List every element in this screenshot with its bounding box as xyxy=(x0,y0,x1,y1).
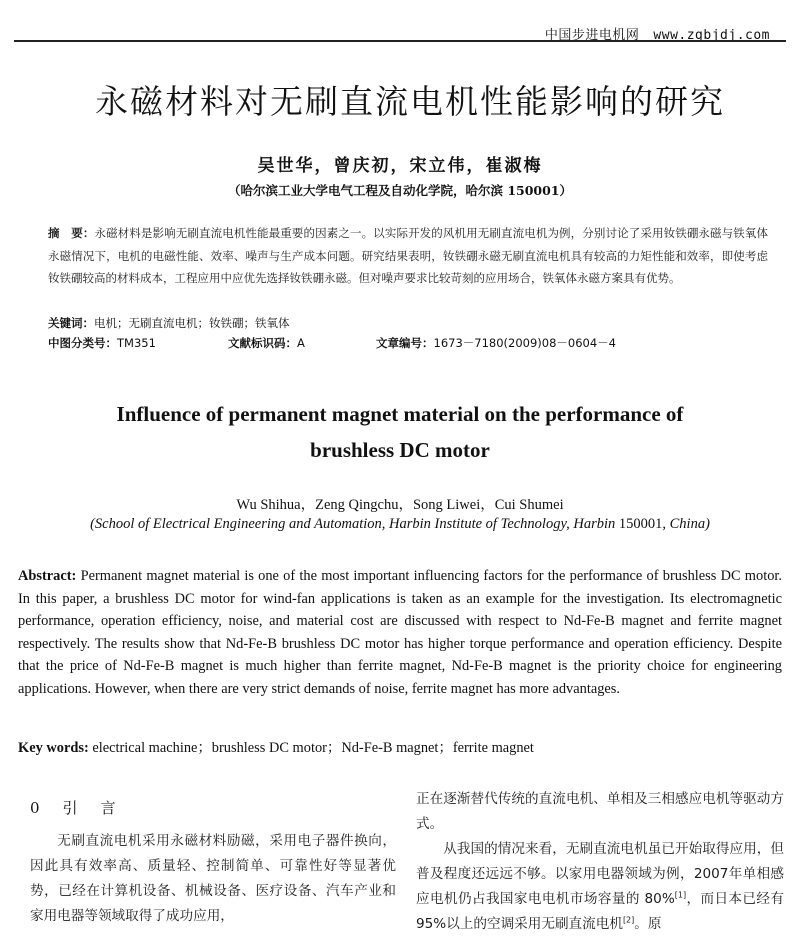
chinese-keywords-text: 电机；无刷直流电机；钕铁硼；铁氧体 xyxy=(94,316,290,330)
paragraph-continuation: 正在逐渐替代传统的直流电机、单相及三相感应电机等驱动方式。 xyxy=(416,791,784,832)
chinese-abstract xyxy=(48,222,768,290)
english-abstract-text: Permanent magnet material is one of the most important influencing factors for the performance of brushless DC motor. In this paper, a brushless DC motor for wind-fan applications is taken as an example for the investigation. Its electromagnetic performance, operation efficiency, noise, and material cost are discussed with respect to Nd-Fe-B magnet and ferrite magnet respectively. The results show that Nd-Fe-B brushless DC motor has higher torque performance and operation efficiency. Despite that the price of Nd-Fe-B magnet is much higher than ferrite magnet, Nd-Fe-B magnet is the priority choice for engineering applications. However, when there are very strict demands of noise, ferrite magnet has more advantages. xyxy=(18,568,782,697)
site-url[interactable]: www.zgbjdj.com xyxy=(653,28,770,43)
english-title xyxy=(0,396,800,468)
paragraph-text: ，而日本已经有 95%以上的空调采用无刷直流电机 xyxy=(416,891,784,932)
chinese-abstract-label: 摘 要： xyxy=(48,226,95,240)
article-number xyxy=(376,335,616,351)
article-no-label: 文章编号： xyxy=(376,336,434,350)
english-keywords-label: Key words: xyxy=(18,740,89,756)
paragraph: 无刷直流电机采用永磁材料励磁，采用电子器件换向，因此具有效率高、质量轻、控制简单、可靠性好等显著优势，已经在计算机设备、机械设备、医疗设备、汽车产业和家用电器等领域取得了成功应用， xyxy=(30,833,396,924)
english-affiliation-postcode: 150001, xyxy=(615,516,670,532)
clc-number xyxy=(48,336,156,350)
english-affiliation-country: China xyxy=(669,516,706,532)
doc-code-value: A xyxy=(297,336,305,350)
chinese-title: 永磁材料对无刷直流电机性能影响的研究 xyxy=(95,82,725,121)
english-authors: Wu Shihua，Zeng Qingchu，Song Liwei，Cui Shumei xyxy=(236,497,564,513)
body-column-right xyxy=(416,787,784,937)
chinese-affiliation: （哈尔滨工业大学电气工程及自动化学院，哈尔滨 150001） xyxy=(227,183,573,198)
paragraph-text: 从我国的情况来看，无刷直流电机虽已开始取得应用，但普及程度还远远不够。以家用电器领域为例，2007年单相感应电机仍占我国家电电机市场容量的 80% xyxy=(416,841,784,907)
paragraph xyxy=(416,837,784,937)
site-name: 中国步进电机网 xyxy=(544,28,640,43)
section-heading-introduction: 0 引 言 xyxy=(30,799,120,817)
english-keywords-text: electrical machine；brushless DC motor；Nd-Fe-B magnet；ferrite magnet xyxy=(88,740,534,756)
header-rule xyxy=(14,40,786,42)
english-title-line-2: brushless DC motor xyxy=(310,438,490,462)
english-affiliation-close: ) xyxy=(705,516,710,532)
paragraph-text: 。原 xyxy=(634,916,662,932)
english-abstract-label: Abstract: xyxy=(18,568,77,584)
english-abstract xyxy=(18,565,782,701)
english-affiliation xyxy=(0,516,800,533)
chinese-keywords-label: 关键词： xyxy=(48,316,94,330)
english-title-line-1: Influence of permanent magnet material on the performance of xyxy=(116,402,684,426)
clc-label: 中图分类号： xyxy=(48,336,117,350)
article-no-value: 1673－7180(2009)08－0604－4 xyxy=(433,336,616,350)
doc-code-label: 文献标识码： xyxy=(228,336,297,350)
citation-1[interactable]: [1] xyxy=(674,890,687,900)
chinese-abstract-text: 永磁材料是影响无刷直流电机性能最重要的因素之一。以实际开发的风机用无刷直流电机为例，分别讨论了采用钕铁硼永磁与铁氧体永磁情况下，电机的电磁性能、效率、噪声与生产成本问题。研究结果表明，钕铁硼永磁无刷直流电机具有较高的力矩性能和效率，即使考虑钕铁硼较高的材料成本，工程应用中应优先选择钕铁硼永磁。但对噪声要求比较苛刻的应用场合，铁氧体永磁方案具有优势。 xyxy=(48,226,769,285)
english-affiliation-text: (School of Electrical Engineering and Automation, Harbin Institute of Technology, Harbin xyxy=(90,516,616,532)
chinese-keywords xyxy=(48,315,290,331)
document-code xyxy=(228,335,305,351)
chinese-authors: 吴世华，曾庆初，宋立伟，崔淑梅 xyxy=(257,156,543,176)
english-keywords xyxy=(18,736,534,757)
body-column-left xyxy=(30,829,396,929)
classification-row xyxy=(48,335,768,351)
clc-value: TM351 xyxy=(117,336,156,350)
citation-2[interactable]: [2] xyxy=(622,915,635,925)
